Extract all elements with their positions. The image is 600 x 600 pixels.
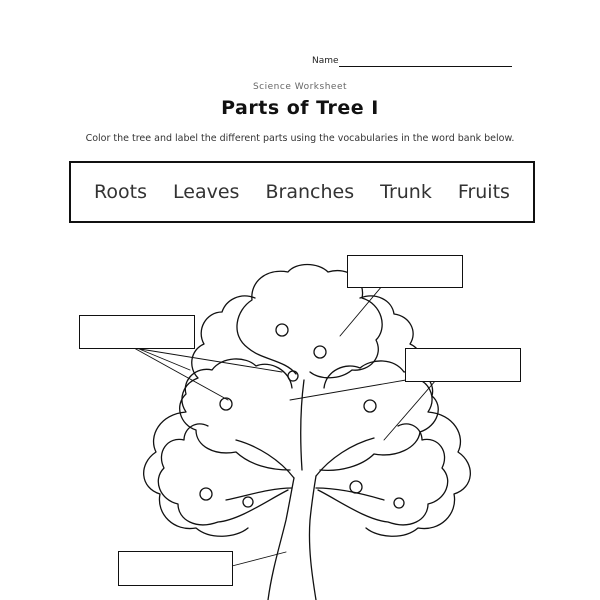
label-box-4[interactable] <box>118 551 233 586</box>
tree-trunk <box>268 476 316 600</box>
crown-outline-right <box>360 296 470 536</box>
crown-lower-left <box>158 424 288 525</box>
worksheet-instructions: Color the tree and label the different parts using the vocabularies in the word bank below. <box>85 133 515 144</box>
crown-lower-right <box>318 424 448 525</box>
branch-top <box>301 380 304 470</box>
label-box-3[interactable] <box>405 348 521 382</box>
worksheet-subtitle: Science Worksheet <box>252 82 348 92</box>
fruit-icons <box>200 324 404 508</box>
branch-right <box>316 438 384 500</box>
word-leaves: Leaves <box>173 181 240 203</box>
worksheet-title: Parts of Tree I <box>221 97 379 119</box>
word-roots: Roots <box>94 181 147 203</box>
word-trunk: Trunk <box>380 181 432 203</box>
word-branches: Branches <box>265 181 355 203</box>
word-fruits: Fruits <box>457 181 510 203</box>
label-box-1[interactable] <box>347 255 463 288</box>
name-label: Name <box>312 56 339 66</box>
label-box-2[interactable] <box>79 315 195 349</box>
